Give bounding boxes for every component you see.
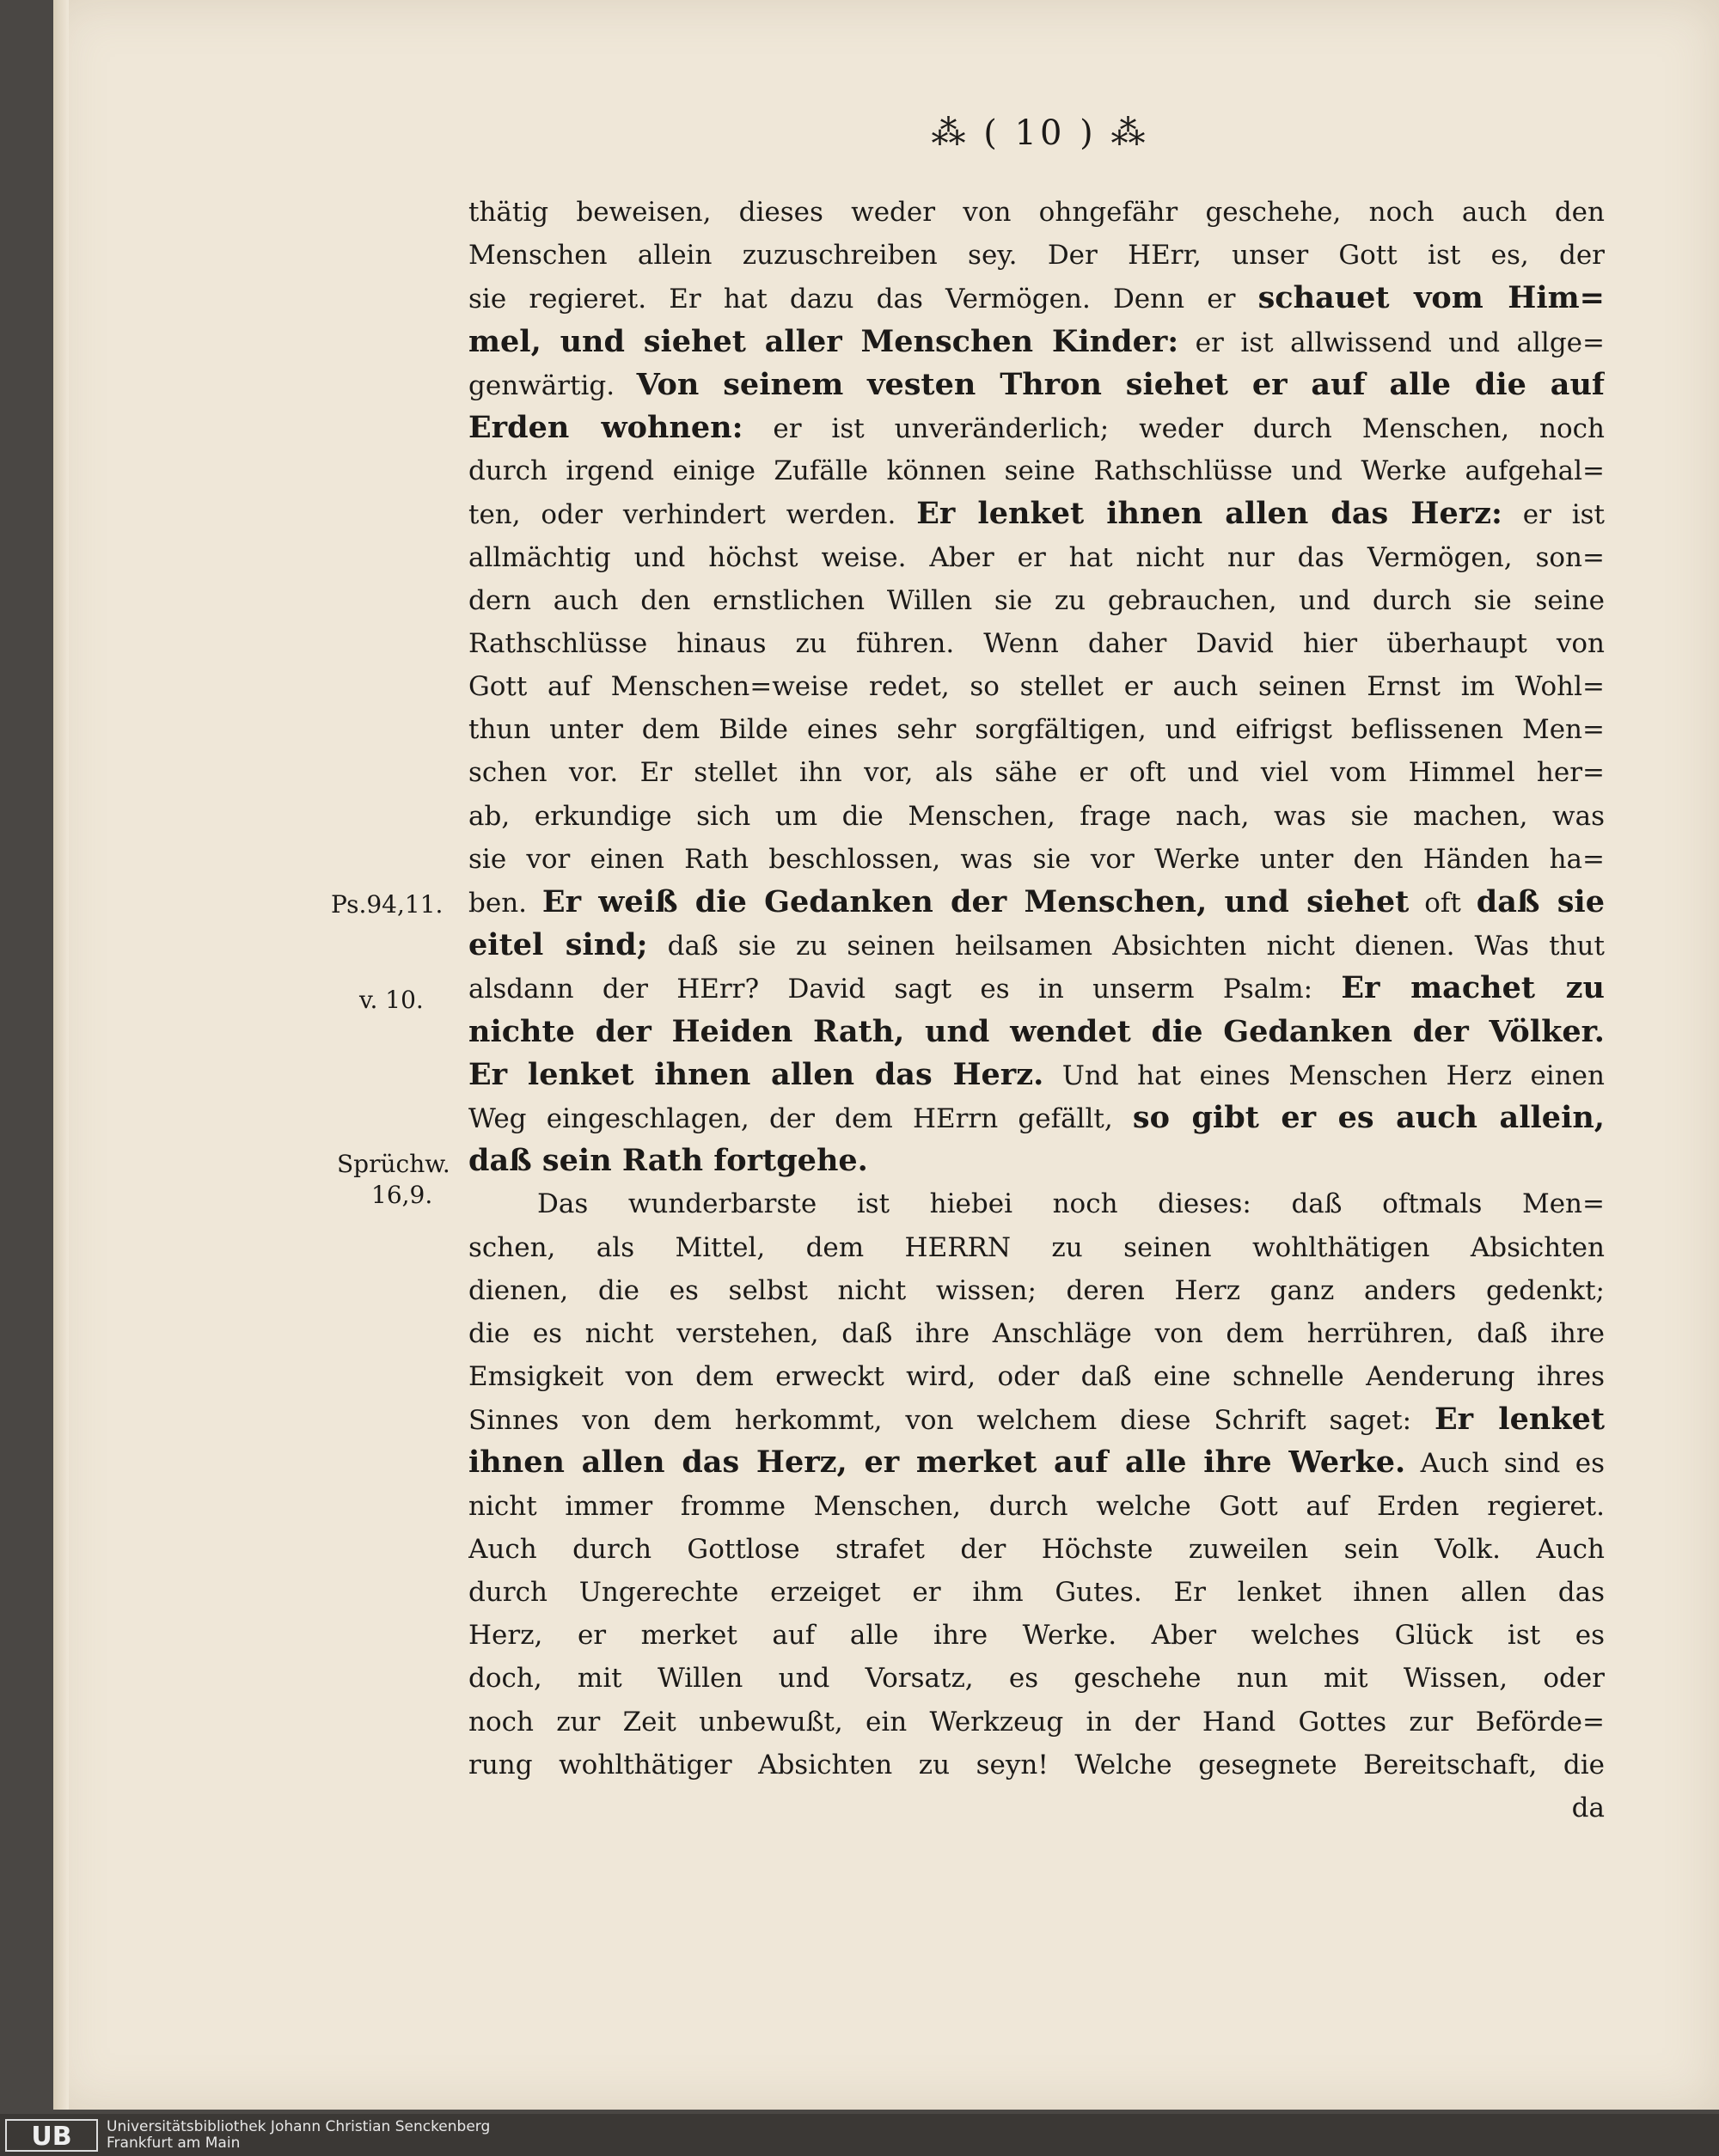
text-line bbox=[468, 1011, 1605, 1054]
page-header: ⁂ ( 10 ) ⁂ bbox=[931, 113, 1149, 153]
text-line bbox=[468, 406, 1605, 449]
page-edge bbox=[53, 0, 69, 2110]
emphasized-text: daß sie bbox=[1476, 884, 1605, 919]
margin-note-psalm-94: Ps.94,11. bbox=[331, 890, 444, 919]
text-run: genwärtig. bbox=[468, 370, 637, 401]
text-line bbox=[468, 1398, 1605, 1441]
text-line bbox=[468, 1528, 1605, 1571]
text-run: schen vor. Er stellet ihn vor, als sähe er oft und viel vom Himmel her= bbox=[468, 757, 1605, 789]
text-run: Und hat eines Menschen Herz einen bbox=[1043, 1060, 1605, 1091]
footer-location: Frankfurt am Main bbox=[107, 2135, 241, 2152]
margin-note-proverbs-ref: 16,9. bbox=[371, 1181, 433, 1209]
text-line bbox=[468, 967, 1605, 1010]
emphasized-text: Er lenket ihnen allen das Herz: bbox=[916, 496, 1502, 532]
text-line bbox=[468, 881, 1605, 924]
text-run: thätig beweisen, dieses weder von ohngefähr geschehe, noch auch den bbox=[468, 197, 1605, 228]
text-line bbox=[468, 622, 1605, 665]
margin-note-verse-10: v. 10. bbox=[359, 986, 424, 1014]
text-run: er ist bbox=[1502, 499, 1605, 531]
text-run: ten, oder verhindert werden. bbox=[468, 499, 917, 531]
text-run: schen, als Mittel, dem HERRN zu seinen wohlthätigen Absichten bbox=[468, 1231, 1605, 1263]
text-run: er ist allwissend und allge= bbox=[1178, 327, 1605, 358]
text-line bbox=[468, 924, 1605, 967]
text-run: Emsigkeit von dem erweckt wird, oder daß eine schnelle Aenderung ihres bbox=[468, 1361, 1605, 1393]
text-line bbox=[468, 708, 1605, 751]
text-line bbox=[468, 536, 1605, 579]
emphasized-text: so gibt er es auch allein, bbox=[1132, 1099, 1605, 1135]
text-run: er ist unveränderlich; weder durch Menschen, noch bbox=[743, 412, 1605, 444]
text-run: Das wunderbarste ist hiebei noch dieses: daß oftmals Men= bbox=[537, 1188, 1605, 1220]
text-line bbox=[468, 234, 1605, 277]
text-run: ben. bbox=[468, 888, 542, 919]
text-run: da bbox=[1571, 1792, 1605, 1823]
text-run: ab, erkundige sich um die Menschen, frage nach, was sie machen, was bbox=[468, 800, 1605, 832]
text-line bbox=[468, 277, 1605, 320]
emphasized-text: Er lenket bbox=[1434, 1402, 1605, 1438]
text-line bbox=[468, 1269, 1605, 1312]
text-run: die es nicht verstehen, daß ihre Anschläge von dem herrühren, daß ihre bbox=[468, 1317, 1605, 1349]
text-run: allmächtig und höchst weise. Aber er hat nicht nur das Vermögen, son= bbox=[468, 541, 1605, 573]
text-line bbox=[468, 665, 1605, 708]
text-run: Gott auf Menschen=weise redet, so stellet er auch seinen Ernst im Wohl= bbox=[468, 671, 1605, 703]
text-line bbox=[468, 1786, 1605, 1829]
text-line bbox=[468, 1657, 1605, 1700]
text-line bbox=[468, 1312, 1605, 1355]
text-run: noch zur Zeit unbewußt, ein Werkzeug in der Hand Gottes zur Beförde= bbox=[468, 1706, 1605, 1738]
text-line bbox=[468, 1701, 1605, 1744]
text-line bbox=[468, 1485, 1605, 1528]
text-line bbox=[468, 1139, 1605, 1182]
emphasized-text: schauet vom Him= bbox=[1257, 280, 1605, 316]
library-logo: UB bbox=[5, 2119, 98, 2152]
text-line bbox=[468, 321, 1605, 363]
emphasized-text: Er lenket ihnen allen das Herz. bbox=[468, 1056, 1044, 1092]
text-run: durch irgend einige Zufälle können seine Rathschlüsse und Werke aufgehal= bbox=[468, 455, 1605, 487]
emphasized-text: Erden wohnen: bbox=[468, 409, 743, 445]
text-run: thun unter dem Bilde eines sehr sorgfältigen, und eifrigst beflissenen Men= bbox=[468, 714, 1605, 746]
text-line bbox=[468, 1182, 1605, 1225]
text-run: Sinnes von dem herkommt, von welchem diese Schrift saget: bbox=[468, 1405, 1435, 1437]
text-run: Rathschlüsse hinaus zu führen. Wenn daher David hier überhaupt von bbox=[468, 627, 1605, 659]
text-run: doch, mit Willen und Vorsatz, es geschehe nun mit Wissen, oder bbox=[468, 1663, 1605, 1695]
text-line bbox=[468, 1054, 1605, 1096]
body-text bbox=[468, 191, 1605, 1829]
text-line bbox=[468, 1226, 1605, 1269]
text-line bbox=[468, 838, 1605, 881]
text-line bbox=[468, 449, 1605, 492]
text-line bbox=[468, 1441, 1605, 1484]
text-run: Menschen allein zuzuschreiben sey. Der HErr, unser Gott ist es, der bbox=[468, 240, 1605, 272]
text-line bbox=[468, 751, 1605, 794]
text-line bbox=[468, 1571, 1605, 1614]
emphasized-text: nichte der Heiden Rath, und wendet die Gedanken der Völker. bbox=[468, 1013, 1605, 1049]
text-run: sie regieret. Er hat dazu das Vermögen. Denn er bbox=[468, 284, 1258, 315]
footer-institution: Universitätsbibliothek Johann Christian Senckenberg bbox=[107, 2118, 491, 2135]
text-run: dern auch den ernstlichen Willen sie zu gebrauchen, und durch sie seine bbox=[468, 584, 1605, 616]
text-run: rung wohlthätiger Absichten zu seyn! Welche gesegnete Bereitschaft, die bbox=[468, 1749, 1605, 1780]
text-line bbox=[468, 1744, 1605, 1786]
text-run: Weg eingeschlagen, der dem HErrn gefällt, bbox=[468, 1102, 1133, 1134]
text-line bbox=[468, 492, 1605, 535]
text-line bbox=[468, 1614, 1605, 1657]
text-run: durch Ungerechte erzeiget er ihm Gutes. Er lenket ihnen allen das bbox=[468, 1577, 1605, 1608]
text-line bbox=[468, 579, 1605, 622]
text-line bbox=[468, 363, 1605, 406]
text-run: nicht immer fromme Menschen, durch welche Gott auf Erden regieret. bbox=[468, 1490, 1605, 1522]
footer-credit bbox=[107, 2119, 490, 2152]
text-run: daß sie zu seinen heilsamen Absichten nicht dienen. Was thut bbox=[647, 931, 1605, 962]
text-run: dienen, die es selbst nicht wissen; deren Herz ganz anders gedenkt; bbox=[468, 1274, 1605, 1306]
text-run: alsdann der HErr? David sagt es in unserm Psalm: bbox=[468, 974, 1342, 1005]
emphasized-text: Von seinem vesten Thron siehet er auf alle die auf bbox=[636, 366, 1605, 402]
text-run: Auch sind es bbox=[1405, 1448, 1605, 1480]
emphasized-text: Er machet zu bbox=[1341, 970, 1605, 1006]
text-line bbox=[468, 191, 1605, 234]
emphasized-text: daß sein Rath fortgehe. bbox=[468, 1143, 868, 1179]
text-line bbox=[468, 1355, 1605, 1398]
text-run: Herz, er merket auf alle ihre Werke. Aber welches Glück ist es bbox=[468, 1620, 1605, 1652]
emphasized-text: eitel sind; bbox=[468, 927, 648, 963]
emphasized-text: ihnen allen das Herz, er merket auf alle ihre Werke. bbox=[468, 1444, 1406, 1481]
emphasized-text: Er weiß die Gedanken der Menschen, und siehet bbox=[541, 884, 1410, 919]
text-run: Auch durch Gottlose strafet der Höchste zuweilen sein Volk. Auch bbox=[468, 1533, 1605, 1565]
text-line bbox=[468, 1096, 1605, 1139]
emphasized-text: mel, und siehet aller Menschen Kinder: bbox=[468, 323, 1179, 359]
margin-note-proverbs: Sprüchw. bbox=[337, 1150, 450, 1178]
text-run: sie vor einen Rath beschlossen, was sie vor Werke unter den Händen ha= bbox=[468, 843, 1605, 875]
text-run: oft bbox=[1409, 888, 1477, 919]
text-line bbox=[468, 795, 1605, 838]
